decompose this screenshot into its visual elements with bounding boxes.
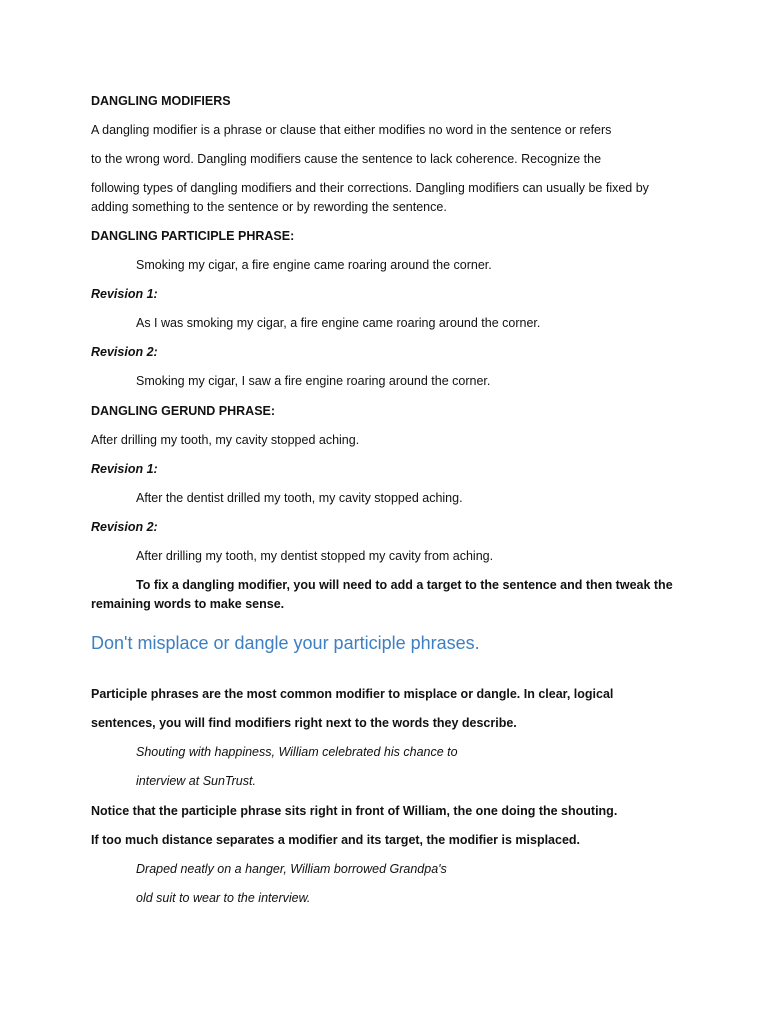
- intro-line-4: adding something to the sentence or by rewording the sentence.: [91, 200, 447, 214]
- participle-heading: DANGLING PARTICIPLE PHRASE:: [91, 229, 295, 243]
- participle-revision-1: As I was smoking my cigar, a fire engine came roaring around the corner.: [136, 316, 541, 330]
- participle-revision-2: Smoking my cigar, I saw a fire engine roaring around the corner.: [136, 374, 491, 388]
- fix-note-line-2: remaining words to make sense.: [91, 597, 285, 611]
- gerund-revision-2-label: Revision 2:: [91, 520, 158, 534]
- participle-example: Smoking my cigar, a fire engine came roaring around the corner.: [136, 258, 492, 272]
- participle-revision-2-label: Revision 2:: [91, 345, 158, 359]
- intro-line-2: to the wrong word. Dangling modifiers cause the sentence to lack coherence. Recognize the: [91, 152, 602, 166]
- section-paragraph-line-2: sentences, you will find modifiers right next to the words they describe.: [91, 716, 517, 730]
- gerund-revision-1-label: Revision 1:: [91, 462, 158, 476]
- intro-line-1: A dangling modifier is a phrase or clause that either modifies no word in the sentence or refers: [91, 123, 612, 137]
- gerund-heading: DANGLING GERUND PHRASE:: [91, 404, 276, 418]
- example-1-line-1: Shouting with happiness, William celebrated his chance to: [136, 745, 458, 759]
- example-2-line-2: old suit to wear to the interview.: [136, 891, 311, 905]
- gerund-example: After drilling my tooth, my cavity stopped aching.: [91, 433, 360, 447]
- document-title: DANGLING MODIFIERS: [91, 94, 231, 108]
- participle-revision-1-label: Revision 1:: [91, 287, 158, 301]
- notice-line: Notice that the participle phrase sits right in front of William, the one doing the shouting.: [91, 804, 618, 818]
- example-1-line-2: interview at SunTrust.: [136, 774, 256, 788]
- intro-line-3: following types of dangling modifiers and their corrections. Dangling modifiers can usually be fixed by: [91, 181, 649, 195]
- section-heading: Don't misplace or dangle your participle phrases.: [91, 633, 480, 653]
- gerund-revision-2: After drilling my tooth, my dentist stopped my cavity from aching.: [136, 549, 494, 563]
- gerund-revision-1: After the dentist drilled my tooth, my cavity stopped aching.: [136, 491, 463, 505]
- fix-note-line-1: To fix a dangling modifier, you will need to add a target to the sentence and then tweak the: [136, 578, 673, 592]
- distance-line: If too much distance separates a modifier and its target, the modifier is misplaced.: [91, 833, 581, 847]
- example-2-line-1: Draped neatly on a hanger, William borrowed Grandpa's: [136, 862, 447, 876]
- section-paragraph-line-1: Participle phrases are the most common modifier to misplace or dangle. In clear, logical: [91, 687, 614, 701]
